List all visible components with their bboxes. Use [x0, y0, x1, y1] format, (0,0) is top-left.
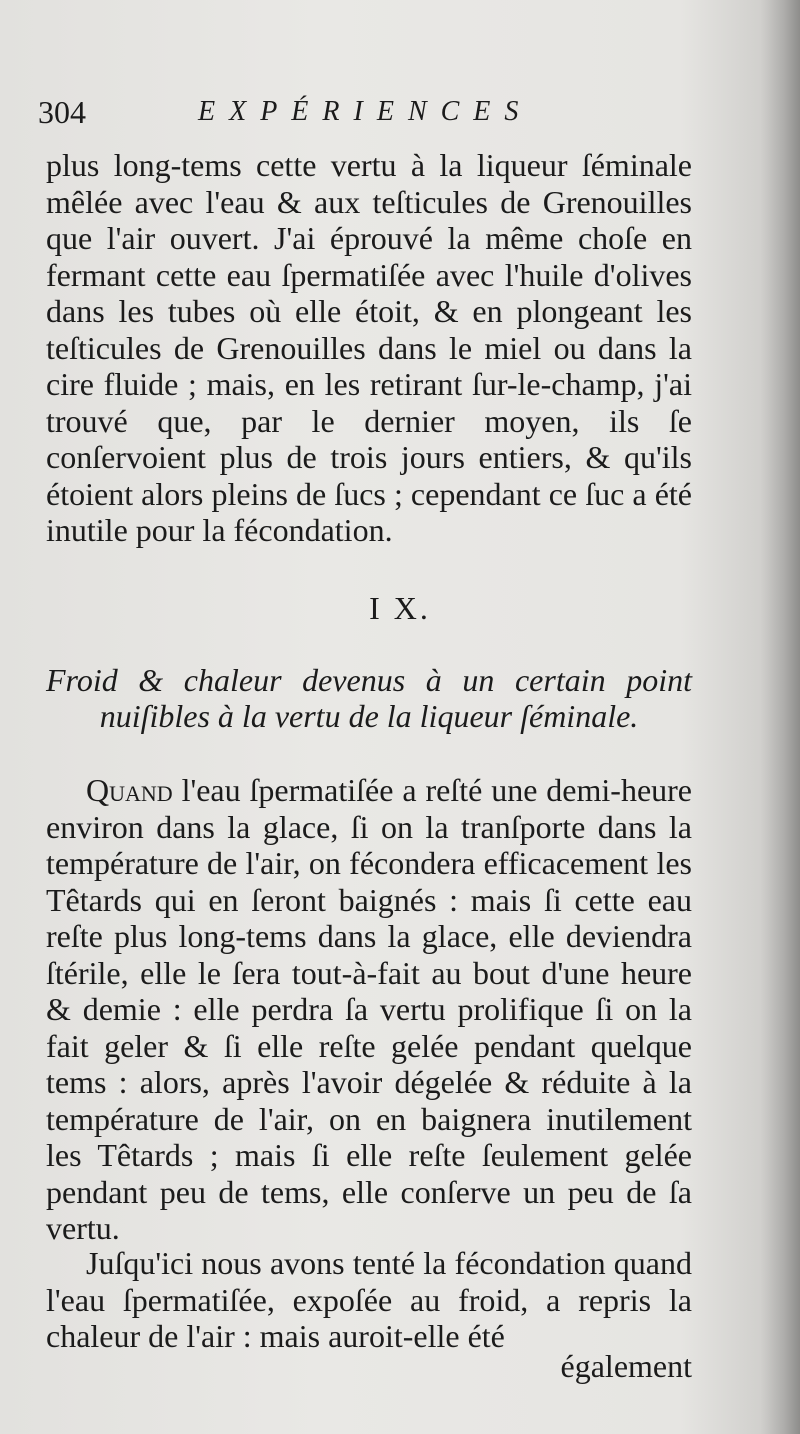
page-edge-shadow [760, 0, 800, 1434]
paragraph-continued: plus long-tems cette vertu à la liqueur ſéminale mêlée avec l'eau & aux teſticules de Grenouilles que l'air ouvert. J'ai éprouvé la même choſe en fermant cette eau ſpermatiſée avec l'huile d'olives dans les tubes où elle étoit, & en plongeant les teſticules de Grenouilles dans le miel ou dans la cire fluide ; mais, en les retirant ſur-le-champ, j'ai trouvé que, par le dernier moyen, ils ſe conſervoient plus de trois jours entiers, & qu'ils étoient alors pleins de ſucs ; cependant ce ſuc a été inutile pour la fécondation. [46, 147, 692, 548]
page-number: 304 [38, 94, 86, 130]
paragraph-next: Juſqu'ici nous avons tenté la fécondation quand l'eau ſpermatiſée, expoſée au froid, a repris la chaleur de l'air : mais auroit-elle été [46, 1245, 692, 1354]
paragraph-lead-word: Quand [86, 772, 173, 808]
section-title-line-1: Froid & chaleur devenus à un certain point [46, 662, 692, 698]
running-head: EXPÉRIENCES [198, 96, 533, 127]
page-header [38, 92, 698, 132]
paragraph-section-text: l'eau ſpermatiſée a reſté une demi-heure environ dans la glace, ſi on la tranſporte dans la température de l'air, on fécondera efficacement les Têtards qui en ſeront baignés : mais ſi cette eau reſte plus long-tems dans la glace, elle deviendra ſtérile, elle le ſera tout-à-fait au bout d'une heure & demie : elle perdra ſa vertu prolifique ſi on la fait geler & ſi elle reſte gelée pendant quelque tems : alors, après l'avoir dégelée & réduite à la température de l'air, on en baignera inutilement les Têtards ; mais ſi elle reſte ſeulement gelée pendant peu de tems, elle conſerve un peu de ſa vertu. [46, 772, 692, 1246]
section-number: I X. [369, 590, 431, 626]
catchword: également [560, 1348, 692, 1384]
section-title [46, 662, 692, 734]
paragraph-section-body [46, 772, 692, 1247]
section-title-line-2: nuiſibles à la vertu de la liqueur ſéminale. [99, 698, 639, 734]
